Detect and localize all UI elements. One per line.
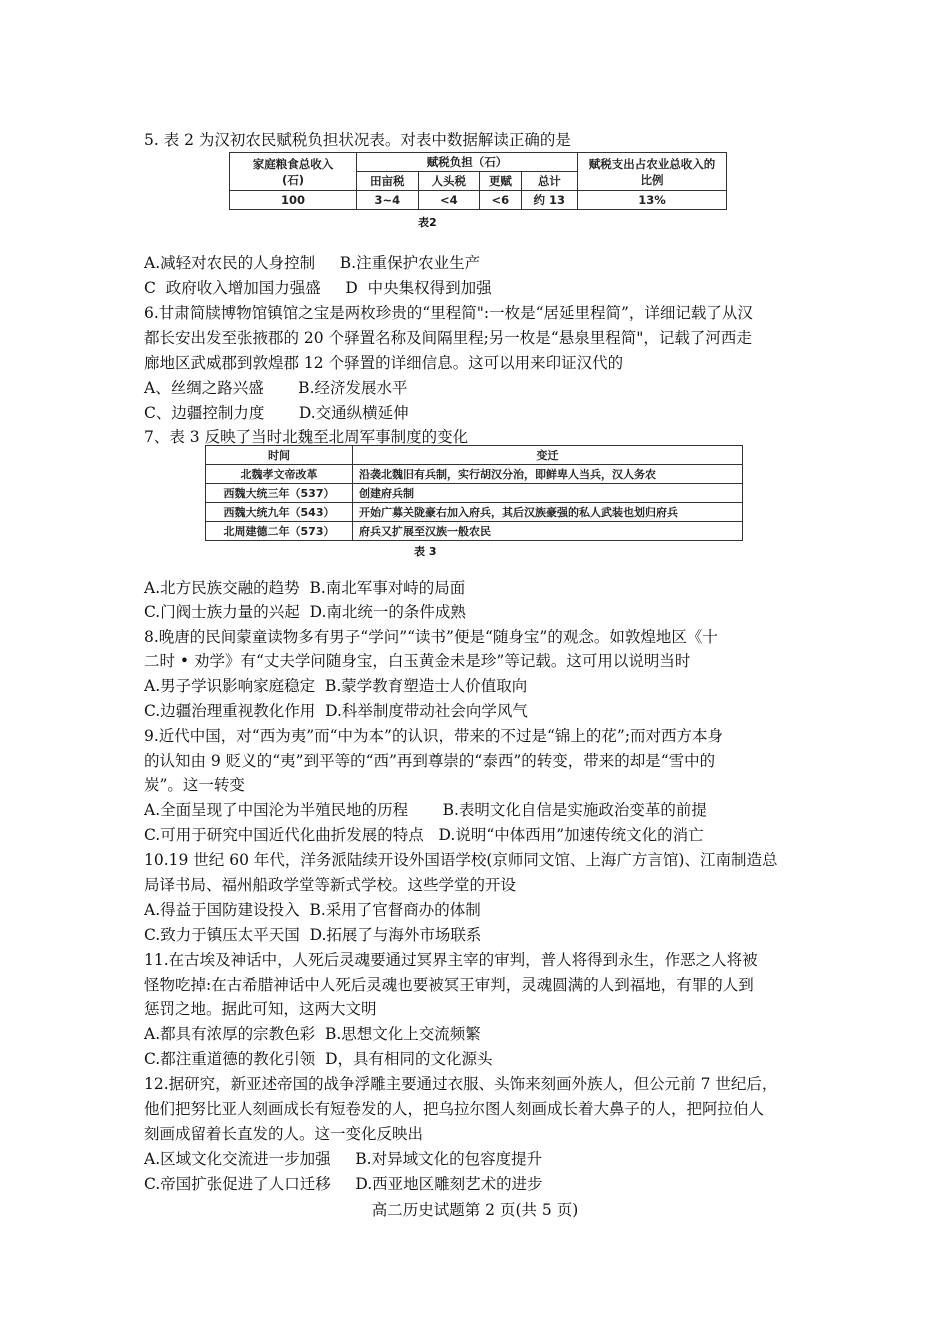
q11-stem-line-1: 11.在古埃及神话中，人死后灵魂要通过冥界主宰的审判，普人将得到永生，作恶之人将被	[144, 951, 758, 969]
q9-options-cd: C.可用于研究中国近代化曲折发展的特点 D.说明“中体西用”加速传统文化的消亡	[144, 826, 704, 844]
t2-sub-header: 人头税	[418, 172, 480, 191]
q9-options-ab: A.全面呈现了中国沦为半殖民地的历程 B.表明文化自信是实施政治变革的前提	[144, 801, 707, 819]
q7-options-cd: C.门阀士族力量的兴起 D.南北统一的条件成熟	[144, 603, 466, 621]
t3-time-cell: 北周建德二年（573）	[206, 522, 353, 541]
q8-stem-line-1: 8.晚唐的民间蒙童读物多有男子“学问”“读书”便是“随身宝”的观念。如敦煌地区《十	[144, 628, 718, 646]
q7-options-ab: A.北方民族交融的趋势 B.南北军事对峙的局面	[144, 579, 466, 597]
q7-stem: 7、表 3 反映了当时北魏至北周军事制度的变化	[144, 428, 469, 446]
q5-options-cd: C 政府收入增加国力强盛 D 中央集权得到加强	[144, 279, 492, 297]
t2-cell: 13%	[578, 191, 727, 210]
t2-header-income	[230, 153, 357, 191]
table-2-caption: 表2	[418, 216, 437, 229]
q11-options-cd: C.都注重道德的教化引领 D，具有相同的文化源头	[144, 1050, 493, 1068]
q10-stem-line-1: 10.19 世纪 60 年代，洋务派陆续开设外国语学校(京师同文馆、上海广方言馆)、江南制造总	[144, 851, 778, 869]
t2-ratio-label: 赋税支出占农业总收入的	[588, 156, 716, 171]
q6-stem-line-2: 都长安出发至张掖郡的 20 个驿置名称及间隔里程;另一枚是“悬泉里程简"，记载了河西走	[144, 329, 752, 347]
t3-time-cell: 西魏大统三年（537）	[206, 484, 353, 503]
t3-time-cell: 西魏大统九年（543）	[206, 503, 353, 522]
t3-change-cell: 沿袭北魏旧有兵制，实行胡汉分治，即鲜卑人当兵，汉人务农	[353, 465, 743, 484]
t3-header-change: 变迁	[353, 446, 743, 465]
q11-stem-line-3: 惩罚之地。据此可知，这两大文明	[144, 1000, 377, 1018]
t3-change-cell: 开始广募关陇豪右加入府兵，其后汉族豪强的私人武装也划归府兵	[353, 503, 743, 522]
page-footer: 高二历史试题第 2 页(共 5 页)	[371, 1201, 579, 1219]
q5-options-ab: A.减轻对农民的人身控制 B.注重保护农业生产	[144, 254, 481, 272]
t2-header-burden: 赋税负担（石）	[357, 153, 578, 172]
q8-stem-line-2: 二时 • 劝学》有“丈夫学问随身宝，白玉黄金未是珍”等记载。这可用以说明当时	[144, 652, 691, 670]
t2-cell: 约 13	[521, 191, 577, 210]
q10-stem-line-2: 局译书局、福州船政学堂等新式学校。这些学堂的开设	[144, 876, 517, 894]
t2-cell: 3~4	[357, 191, 419, 210]
q9-stem-line-3: 炭”。这一转变	[144, 776, 245, 794]
table-3	[205, 445, 743, 541]
q9-stem-line-2: 的认知由 9 贬义的“夷”到平等的“西”再到尊崇的“泰西”的转变，带来的却是“雪中的	[144, 752, 716, 770]
table-3-caption: 表 3	[414, 545, 437, 558]
q12-options-ab: A.区域文化交流进一步加强 B.对异域文化的包容度提升	[144, 1150, 543, 1168]
q6-stem-line-3: 廊地区武威郡到敦煌郡 12 个驿置的详细信息。这可以用来印证汉代的	[144, 354, 624, 372]
t2-cell: 100	[230, 191, 357, 210]
t3-time-cell: 北魏孝文帝改革	[206, 465, 353, 484]
q8-options-cd: C.边疆治理重视教化作用 D.科举制度带动社会向学风气	[144, 702, 528, 720]
t2-sub-header: 总计	[521, 172, 577, 191]
q6-stem-line-1: 6.甘肃简牍博物馆镇馆之宝是两枚珍贵的“里程简":一枚是“居延里程简”，详细记载了从汉	[144, 304, 753, 322]
t2-cell: <6	[480, 191, 522, 210]
q11-stem-line-2: 怪物吃掉:在古希腊神话中人死后灵魂也要被冥王审判，灵魂圆满的人到福地，有罪的人到	[144, 976, 754, 994]
t2-cell: <4	[418, 191, 480, 210]
q10-options-cd: C.致力于镇压太平天国 D.拓展了与海外市场联系	[144, 926, 482, 944]
q10-options-ab: A.得益于国防建设投入 B.采用了官督商办的体制	[144, 901, 481, 919]
t2-sub-header: 田亩税	[357, 172, 419, 191]
q6-options-cd: C、边疆控制力度 D.交通纵横延伸	[144, 404, 409, 422]
t3-change-cell: 府兵又扩展至汉族一般农民	[353, 522, 743, 541]
q9-stem-line-1: 9.近代中国，对“西为夷”而“中为本”的认识，带来的不过是“锦上的花”;而对西方本身	[144, 727, 724, 745]
table-2	[229, 152, 727, 210]
t2-header-ratio	[578, 153, 727, 191]
q12-options-cd: C.帝国扩张促进了人口迁移 D.西亚地区雕刻艺术的进步	[144, 1175, 543, 1193]
q12-stem-line-2: 他们把努比亚人刻画成长有短卷发的人，把乌拉尔图人刻画成长着大鼻子的人，把阿拉伯人	[144, 1100, 765, 1118]
t2-sub-header: 更赋	[480, 172, 522, 191]
q12-stem-line-3: 刻画成留着长直发的人。这一变化反映出	[144, 1125, 424, 1143]
q8-options-ab: A.男子学识影响家庭稳定 B.蒙学教育塑造士人价值取向	[144, 677, 528, 695]
q11-options-ab: A.都具有浓厚的宗教色彩 B.思想文化上交流频繁	[144, 1025, 481, 1043]
q6-options-ab: A、丝绸之路兴盛 B.经济发展水平	[144, 379, 408, 397]
t3-header-time: 时间	[206, 446, 353, 465]
t2-income-label: 家庭粮食总收入	[252, 156, 334, 171]
q12-stem-line-1: 12.据研究，新亚述帝国的战争浮雕主要通过衣服、头饰来刻画外族人，但公元前 7 世纪后，	[144, 1075, 778, 1093]
t2-income-unit: (石)	[281, 172, 304, 187]
t3-change-cell: 创建府兵制	[353, 484, 743, 503]
q5-stem: 5. 表 2 为汉初农民赋税负担状况表。对表中数据解读正确的是	[144, 131, 571, 149]
t2-ratio-label-2: 比例	[640, 172, 664, 187]
